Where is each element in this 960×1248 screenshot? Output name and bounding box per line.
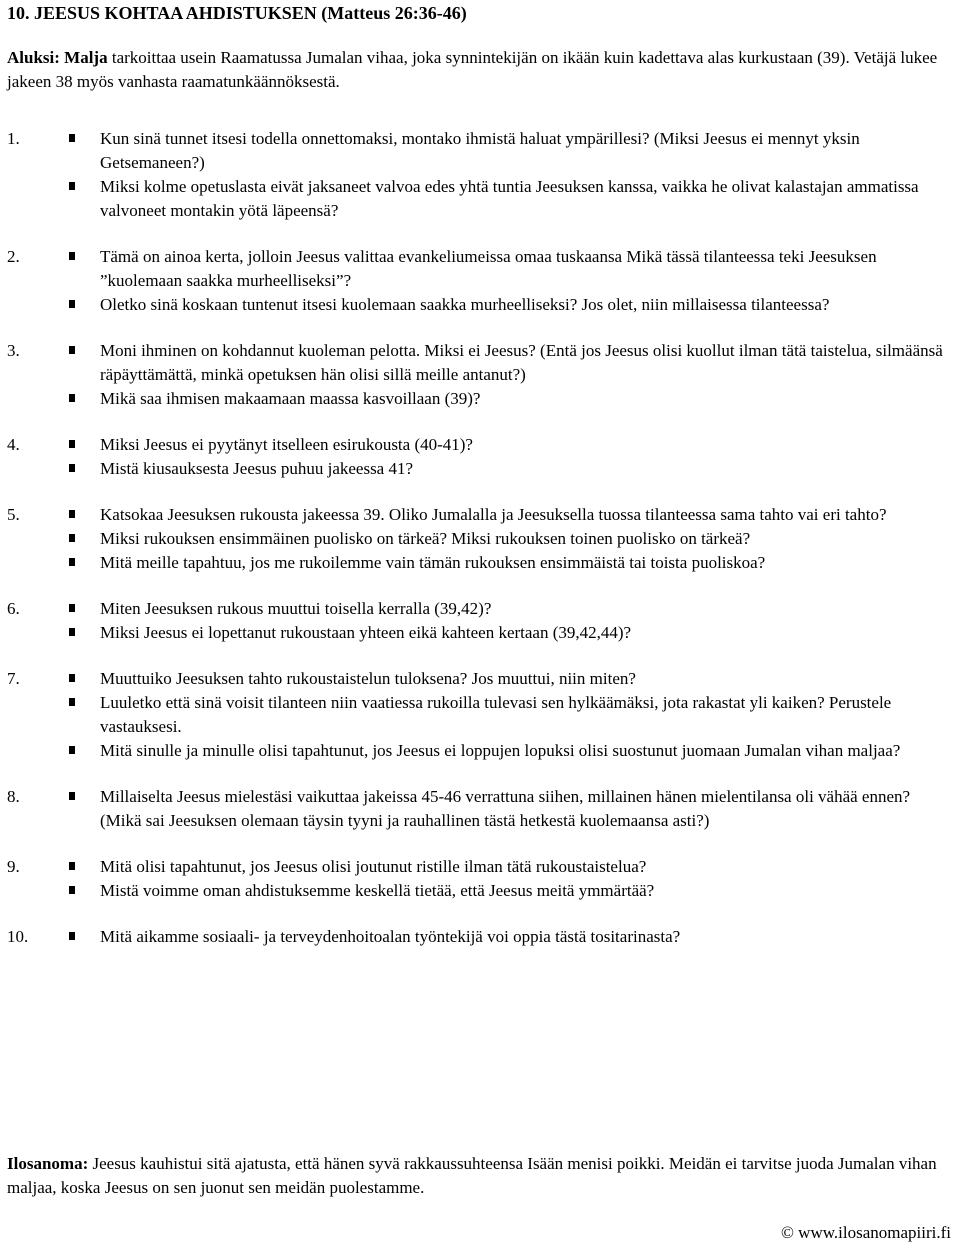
question-text: Mitä sinulle ja minulle olisi tapahtunut, jos Jeesus ei loppujen lopuksi olisi suostunut juomaan Jumalan vihan maljaa? — [100, 741, 901, 760]
question-text: Kun sinä tunnet itsesi todella onnettomaksi, montako ihmistä haluat ympärillesi? (Miksi Jeesus ei mennyt yksin Getsemaneen?) — [100, 129, 860, 172]
question-item — [7, 667, 955, 691]
section-number: 5. — [7, 505, 20, 524]
question-item — [7, 245, 955, 293]
question-item — [7, 621, 955, 645]
square-bullet-icon — [69, 440, 75, 448]
square-bullet-icon — [69, 252, 75, 260]
question-item — [7, 127, 955, 175]
question-text: Miten Jeesuksen rukous muuttui toisella kerralla (39,42)? — [100, 599, 492, 618]
question-section — [7, 925, 955, 949]
question-text: Miksi Jeesus ei lopettanut rukoustaan yhteen eikä kahteen kertaan (39,42,44)? — [100, 623, 632, 642]
intro-text: tarkoittaa usein Raamatussa Jumalan vihaa, joka synnintekijän on ikään kuin kadettava alas kurkustaan (39). Vetäjä lukee jakeen 38 myös vanhasta raamatunkäännöksestä. — [7, 48, 938, 91]
square-bullet-icon — [69, 698, 75, 706]
intro-paragraph — [7, 46, 952, 94]
section-number: 2. — [7, 247, 20, 266]
section-number: 6. — [7, 599, 20, 618]
question-text: Mikä saa ihmisen makaamaan maassa kasvoillaan (39)? — [100, 389, 481, 408]
question-text: Oletko sinä koskaan tuntenut itsesi kuolemaan saakka murheelliseksi? Jos olet, niin millaisessa tilanteessa? — [100, 295, 830, 314]
question-text: Mitä meille tapahtuu, jos me rukoilemme vain tämän rukouksen ensimmäistä tai toista puoliskoa? — [100, 553, 766, 572]
square-bullet-icon — [69, 604, 75, 612]
question-item — [7, 339, 955, 387]
square-bullet-icon — [69, 558, 75, 566]
question-sections — [7, 127, 955, 971]
question-item — [7, 691, 955, 739]
question-item — [7, 175, 955, 223]
question-text: Miksi kolme opetuslasta eivät jaksaneet valvoa edes yhtä tuntia Jeesuksen kanssa, vaikka he olivat kalastajan ammatissa valvoneet montakin yötä läpeensä? — [100, 177, 919, 220]
question-section — [7, 433, 955, 481]
question-text: Mistä kiusauksesta Jeesus puhuu jakeessa 41? — [100, 459, 414, 478]
question-text: Mitä olisi tapahtunut, jos Jeesus olisi joutunut ristille ilman tätä rukoustaistelua? — [100, 857, 647, 876]
question-text: Mitä aikamme sosiaali- ja terveydenhoitoalan työntekijä voi oppia tästä tositarinasta? — [100, 927, 681, 946]
question-text: Tämä on ainoa kerta, jolloin Jeesus valittaa evankeliumeissa omaa tuskaansa Mikä tässä tilanteessa teki Jeesuksen ”kuolemaan saakka murheelliseksi”? — [100, 247, 877, 290]
square-bullet-icon — [69, 182, 75, 190]
question-text: Katsokaa Jeesuksen rukousta jakeessa 39. Oliko Jumalalla ja Jeesuksella tuossa tilanteessa sama tahto vai eri tahto? — [100, 505, 887, 524]
square-bullet-icon — [69, 886, 75, 894]
question-text: Muuttuiko Jeesuksen tahto rukoustaistelun tuloksena? Jos muuttui, niin miten? — [100, 669, 636, 688]
square-bullet-icon — [69, 510, 75, 518]
ilosanoma-text: Jeesus kauhistui sitä ajatusta, että hänen syvä rakkaussuhteensa Isään menisi poikki. Meidän ei tarvitse juoda Jumalan vihan maljaa, koska Jeesus on sen juonut sen meidän puolestamme. — [7, 1154, 937, 1197]
question-item — [7, 293, 955, 317]
square-bullet-icon — [69, 862, 75, 870]
question-section — [7, 503, 955, 575]
square-bullet-icon — [69, 134, 75, 142]
section-number: 9. — [7, 857, 20, 876]
question-item — [7, 551, 955, 575]
question-section — [7, 245, 955, 317]
copyright-footer: © www.ilosanomapiiri.fi — [781, 1223, 951, 1242]
question-text: Moni ihminen on kohdannut kuoleman pelotta. Miksi ei Jeesus? (Entä jos Jeesus olisi kuollut ilman tätä taistelua, silmäänsä räpäyttämättä, minkä opetuksen hän olisi sillä meille antanut?) — [100, 341, 943, 384]
section-number: 7. — [7, 669, 20, 688]
question-item — [7, 925, 955, 949]
question-text: Luuletko että sinä voisit tilanteen niin vaatiessa rukoilla tulevasi sen hylkäämäksi, jota rakastat yli kaiken? Perustele vastauksesi. — [100, 693, 892, 736]
question-item — [7, 433, 955, 457]
question-item — [7, 739, 955, 763]
question-item — [7, 879, 955, 903]
question-item — [7, 527, 955, 551]
page-title: 10. JEESUS KOHTAA AHDISTUKSEN (Matteus 26:36-46) — [7, 3, 467, 23]
square-bullet-icon — [69, 674, 75, 682]
question-section — [7, 597, 955, 645]
question-item — [7, 457, 955, 481]
question-item — [7, 597, 955, 621]
ilosanoma-paragraph — [7, 1152, 955, 1200]
section-number: 10. — [7, 927, 29, 946]
question-item — [7, 503, 955, 527]
question-text: Mistä voimme oman ahdistuksemme keskellä tietää, että Jeesus meitä ymmärtää? — [100, 881, 655, 900]
question-section — [7, 855, 955, 903]
square-bullet-icon — [69, 932, 75, 940]
question-text: Miksi Jeesus ei pyytänyt itselleen esirukousta (40-41)? — [100, 435, 473, 454]
question-section — [7, 339, 955, 411]
question-item — [7, 785, 955, 833]
square-bullet-icon — [69, 746, 75, 754]
square-bullet-icon — [69, 300, 75, 308]
section-number: 4. — [7, 435, 20, 454]
section-number: 1. — [7, 129, 20, 148]
ilosanoma-label: Ilosanoma: — [7, 1154, 89, 1173]
question-item — [7, 387, 955, 411]
question-section — [7, 127, 955, 223]
square-bullet-icon — [69, 534, 75, 542]
square-bullet-icon — [69, 464, 75, 472]
question-item — [7, 855, 955, 879]
square-bullet-icon — [69, 346, 75, 354]
intro-label: Aluksi: Malja — [7, 48, 108, 67]
square-bullet-icon — [69, 628, 75, 636]
section-number: 8. — [7, 787, 20, 806]
question-section — [7, 785, 955, 833]
question-section — [7, 667, 955, 763]
section-number: 3. — [7, 341, 20, 360]
square-bullet-icon — [69, 792, 75, 800]
question-text: Millaiselta Jeesus mielestäsi vaikuttaa jakeissa 45-46 verrattuna siihen, millainen hänen mielentilansa oli vähää ennen? (Mikä sai Jeesuksen olemaan täysin tyyni ja rauhallinen tästä hetkestä kuolemaansa asti?) — [100, 787, 911, 830]
square-bullet-icon — [69, 394, 75, 402]
question-text: Miksi rukouksen ensimmäinen puolisko on tärkeä? Miksi rukouksen toinen puolisko on tärkeä? — [100, 529, 751, 548]
